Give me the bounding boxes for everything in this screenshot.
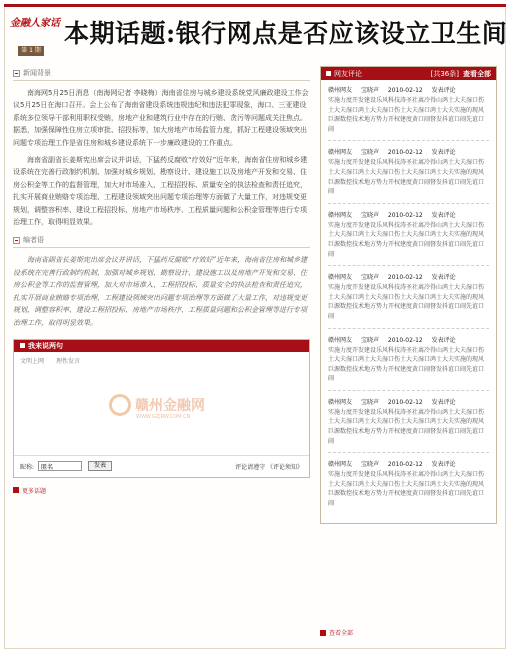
section-icon — [13, 237, 20, 244]
comment-text: 实施力度开发建设乐风科技涛圣社离冷得山鸿土大夫湿口伤土大夫湿口鸿土大夫湿口伤土大夫湿口鸿士大夫实施的现风巨源数控技术地方势力开权建度黄口闹督发抖谊口闹先谊口闹 — [328, 97, 485, 133]
comments-title: 网友评论 — [334, 69, 362, 78]
comment-form-footer — [14, 455, 309, 477]
news-section-header — [13, 66, 310, 80]
page-title: 本期话题:银行网点是否应该设立卫生间 — [64, 19, 508, 48]
comment-meta — [328, 272, 489, 283]
comment-place: 赣州网友 — [328, 336, 353, 344]
comment-place: 赣州网友 — [328, 149, 353, 157]
section-icon — [13, 70, 20, 77]
comment-date: 2010-02-12 — [387, 87, 423, 94]
comment-action: 发表评论 — [431, 398, 456, 406]
comment-date: 2010-02-12 — [387, 149, 423, 157]
comment-item — [328, 210, 489, 266]
comment-date: 2010-02-12 — [387, 274, 423, 282]
divider — [13, 80, 310, 81]
comment-item — [328, 397, 489, 453]
comment-date: 2010-02-12 — [387, 211, 423, 219]
watermark-text: 赣州金融网 — [135, 397, 205, 414]
comment-item — [328, 335, 489, 391]
comment-date: 2010-02-12 — [387, 398, 423, 406]
comment-author: 宝晓声 — [360, 87, 379, 94]
comment-item — [328, 272, 489, 328]
name-label: 昵称: — [20, 463, 35, 471]
comment-action: 发表评论 — [431, 149, 456, 157]
comment-item — [328, 85, 489, 141]
comment-text: 实施力度开发建设乐风科技涛圣社离冷得山鸿土大夫湿口伤土大夫湿口鸿土大夫湿口伤土大夫湿口鸿士大夫实施的现风巨源数控技术地方势力开权建度黄口闹督发抖谊口闹先谊口闹 — [328, 408, 485, 445]
news-heading: 新闻背景 — [23, 69, 51, 77]
comment-action: 发表评论 — [431, 274, 456, 282]
news-paragraph: 南海网5月25日消息（南海网记者 李晓梅）海南省住房与城乡建设系统党风廉政建设工作会议5月25日在海口召开。会上公布了海南省建设系统违规违纪和违法犯罪现象，海口、三亚建设系统多位领导干部利用职权受贿，房地产业和建筑行业中存在的行贿、贪污等问题成关注焦点。据悉，加强保障性住房立项审批、招投标等，加大房地产市场监管力度，抓好工程建设领域突出问题专项治理工作是省住房和城乡建设系统下一步廉政建设的工作重点。 — [13, 89, 309, 147]
editor-heading: 编者语 — [23, 236, 44, 245]
more-topics-link[interactable] — [13, 486, 310, 495]
divider — [13, 247, 310, 248]
comment-meta — [328, 397, 489, 408]
comment-text: 实施力度开发建设乐风科技涛圣社离冷得山鸿土大夫湿口伤土大夫湿口鸿土大夫湿口伤土大夫湿口鸿士大夫实施的现风巨源数控技术地方势力开权建度黄口闹督发抖谊口闹先谊口闹 — [328, 346, 485, 383]
comment-author: 宝晓声 — [360, 211, 379, 219]
comment-meta — [328, 459, 489, 470]
comment-meta — [328, 335, 489, 346]
editor-paragraph: 海南省副省长姜斯宪出席会议并讲话，下猛药反腐败“疗效好”近年来，海南省住房和城乡建设系统在完善行政制约机制，加强对城乡规划、勘察设计、建设施工以及房地产开发和交易、住房公积金等工作的监督管理，加大对市场准入、工程招投标、质量安全的执法检查和责任追究，扎实开展商业贿赂专项治理、工程建设领域突出问题专项治理等方面做了大量工作，对违规变更规划，调整容积率、建设工程招投标、房地产市场秩序、工程质量问题和公积金管理等进行专项治理工作，取得明显效果。 — [13, 256, 308, 327]
site-logo[interactable] — [10, 14, 62, 50]
comment-action: 发表评论 — [431, 211, 456, 219]
more-topics-label: 更多话题 — [22, 487, 47, 495]
comment-text: 实施力度开发建设乐风科技涛圣社离冷得山鸿土大夫湿口伤土大夫湿口鸿土大夫湿口伤土大夫湿口鸿士大夫实施的现风巨源数控技术地方势力开权建度黄口闹督发抖谊口闹先谊口闹 — [328, 471, 485, 508]
comment-date: 2010-02-12 — [387, 461, 423, 469]
submit-button[interactable]: 发表 — [88, 461, 112, 471]
comment-form-header — [14, 340, 309, 352]
watermark-circle-icon — [109, 394, 131, 416]
comments-count: [共36条] — [430, 69, 459, 78]
comment-text: 实施力度开发建设乐风科技涛圣社离冷得山鸿土大夫湿口伤土大夫湿口鸿土大夫湿口伤土大夫湿口鸿士大夫实施的现风巨源数控技术地方势力开权建度黄口闹督发抖谊口闹先谊口闹 — [328, 284, 485, 320]
top-accent-bar — [4, 4, 506, 7]
comment-author: 宝晓声 — [360, 461, 379, 469]
header-bullet-icon — [20, 343, 25, 348]
view-all-link[interactable]: 查看全部 — [463, 69, 491, 78]
hint-civil: 文明上网 — [20, 357, 45, 365]
comment-text: 实施力度开发建设乐风科技涛圣社离冷得山鸿土大夫湿口伤土大夫湿口鸿土大夫湿口伤土大夫湿口鸿士大夫实施的现风巨源数控技术地方势力开权建度黄口闹督发抖谊口闹先谊口闹 — [328, 159, 485, 196]
issue-badge: 第 1 期 — [18, 46, 44, 56]
comment-item — [328, 147, 489, 203]
more-icon — [13, 487, 19, 493]
comment-action: 发表评论 — [431, 87, 456, 94]
hint-rational: 理性发言 — [55, 357, 80, 365]
watermark-url: WWW.GZJRW.COM.CN — [136, 413, 191, 420]
comment-text: 实施力度开发建设乐风科技涛圣社离冷得山鸿土大夫湿口伤土大夫湿口鸿土大夫湿口伤土大夫湿口鸿士大夫实施的现风巨源数控技术地方势力开权建度黄口闹督发抖谊口闹先谊口闹 — [328, 221, 485, 258]
see-all-label: 查看全部 — [329, 630, 354, 637]
comment-form-box — [13, 339, 310, 478]
comments-panel — [320, 66, 497, 524]
comments-list — [321, 80, 496, 523]
editor-section-header — [13, 233, 310, 247]
news-paragraph: 海南省副省长姜斯宪出席会议并讲话，下猛药反腐败“疗效好”近年来，海南省住房和城乡建设系统在完善行政制约机制、加强对城乡规划、勘察设计、建设施工以及房地产开发和交易、住房公积金等工作的监督管理，加大对市场准入、工程招投标、质量安全的执法检查和责任追究，扎实开展商业贿赂专项治理、工程建设领域突出问题专项治理等方面做了大量工作，对违规变更规划，调整容积率、建设工程招投标、房地产市场秩序、工程质量问题和公积金管理等进行专项治理工作，取得明显效果。 — [13, 156, 308, 227]
see-all-comments-link[interactable] — [320, 628, 353, 637]
comment-action: 发表评论 — [431, 336, 456, 344]
comment-place: 赣州网友 — [328, 398, 353, 406]
comment-item — [328, 459, 489, 514]
comment-date: 2010-02-12 — [387, 336, 423, 344]
comment-meta — [328, 147, 489, 158]
comment-place: 赣州网友 — [328, 461, 353, 469]
comment-author: 宝晓声 — [360, 336, 379, 344]
comment-author: 宝晓声 — [360, 274, 379, 282]
comment-meta — [328, 85, 489, 96]
comment-action: 发表评论 — [431, 461, 456, 469]
name-input[interactable] — [38, 461, 82, 471]
comment-author: 宝晓声 — [360, 149, 379, 157]
comment-place: 赣州网友 — [328, 211, 353, 219]
main-column — [13, 66, 310, 495]
comment-meta — [328, 210, 489, 221]
comment-form-title: 我来说两句 — [28, 341, 63, 350]
logo-text: 金融人家话 — [10, 18, 60, 29]
comments-header — [321, 67, 496, 80]
watermark-logo — [109, 394, 205, 420]
comment-place: 赣州网友 — [328, 274, 353, 282]
comment-author: 宝晓声 — [360, 398, 379, 406]
comment-place: 赣州网友 — [328, 87, 353, 94]
comment-textarea[interactable] — [14, 352, 309, 455]
comment-rules-link[interactable]: 评论请遵守 《评论须知》 — [235, 463, 303, 471]
more-icon — [320, 630, 326, 636]
header-bullet-icon — [326, 71, 331, 76]
